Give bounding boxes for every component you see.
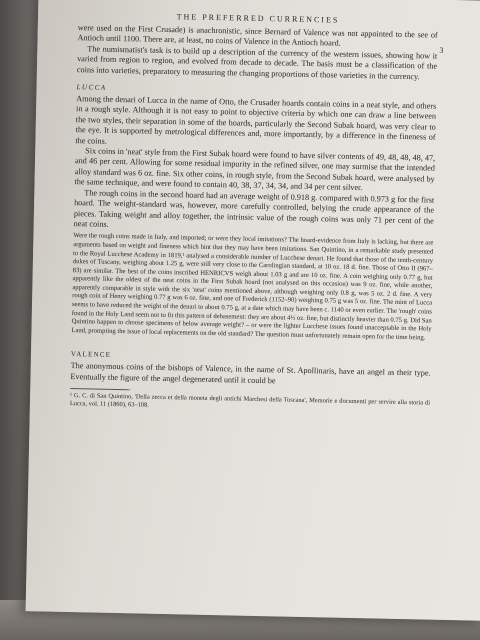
footnote: ¹ G. C. di San Quintino, 'Della zecca et della moneta degli antichi Marchesi della Toscana', Memorie e documenti per servire alla storia di Lucca, vol. 11 (1860), 63–108. [69,392,431,409]
section-heading-lucca: LUCCA [76,83,107,92]
page-number: 3 [439,45,444,55]
intro-paragraph: were used on the First Crusade) is anachronistic, since Bernard of Valence was not appointed to the see of Antioch until 1100. There are, at least, no coins of Valence in the Antioch hoard. [77,23,438,49]
page-content [69,10,444,416]
running-head: THE PREFERRED CURRENCIES [176,12,340,25]
lucca-paragraph: Six coins in 'neat' style from the First Subak hoard were found to have silver contents of 49, 48, 48, 48, 47, and 46 per cent. Allowing for some residual impurity in the refined silver, one may surmise that the intended alloy standard was 6 oz. fine. Six other coins, in rough style, from the Second Subak hoard, were analysed by the same technique, and were found to contain 40, 38, 37, 34, 34, and 34 per cent silver. [74,146,436,193]
book-page [26,0,480,621]
lucca-paragraph: The rough coins in the second hoard had an average weight of 0.918 g. compared with 0.973 g for the first hoard. The weight-standard was, however, more carefully controlled, belying the crude appearance of the pieces. Taking weight and alloy together, the intrinsic value of the rough coins was only 71 per cent of the neat coins. [73,187,435,229]
footnote-divider [70,388,130,390]
lucca-note: Were the rough coins made in Italy, and imported; or were they local imitations? The hoard-evidence from Italy is lacking, but there are arguments based on weight and fineness which hint that they may have been imitations. San Quintino, in a remarkable study presented to the Royal Lucchese Academy in 1819,¹ analysed a considerable number of Lucchese denari. He found that those of the tenth-century dukes of Tuscany, weighing about 1.25 g, were still very close to the Carolingian standard, at 10 oz. 18 d. fine. Those of Otto II (967–83) are similar. The best of the coins inscribed HENRICVS weigh about 1.03 g and are 10 oz. fine. A coin weighing only 0.77 g, but apparently like the oldest of the neat coins in the First Subak hoard (not analysed on this occasion) was 9 oz. fine, while another, apparently comparable in style with the six 'neat' coins mentioned above, although weighing only 0.8 g, was 5 oz. 2 d. fine. A very rough coin of Henry weighing 0.77 g was 6 oz. fine, and one of Frederick (1152–90) weighing 0.75 g was 5 oz. fine. The mint of Lucca seems to have reduced the weight of the denari to about 0.75 g, at a date which may have been c. 1140 or even earlier. The 'rough' coins found in the Holy Land seem not to fit this pattern of debasement: they are about 4½ oz. fine, but distinctly heavier than 0.75 g. Did San Quintino happen to choose specimens of below average weight? – or were the lighter Lucchese issues found unacceptable in the Holy Land, prompting the issue of local replacements on the old standard? The question must unfortunately remain open for the time being. [71,232,434,342]
valence-paragraph: The anonymous coins of the bishops of Valence, in the name of St. Apollinaris, have an angel as their type. Eventually the figure of the angel degenerated until it could be [70,361,431,386]
intro-paragraph: The numismatist's task is to build up a description of the currency of the western issues, showing how it varied from region to region, and evolved from decade to decade. The basis must be a classification of the coins into varieties, preparatory to measuring the changing proportions of those varieties in the currency. [76,44,438,81]
section-heading-valence: VALENCE [70,350,112,360]
lucca-paragraph: Among the denari of Lucca in the name of Otto, the Crusader hoards contain coins in a neat style, and others in a rough style. Although it is not easy to point to objective criteria by which one can draw a line between the two styles, their separation in some of the hoards, particularly the Second Subak hoard, was very clear to the eye. It is supported by metrological differences and, more importantly, by a difference in the fineness of the coins. [75,94,437,146]
